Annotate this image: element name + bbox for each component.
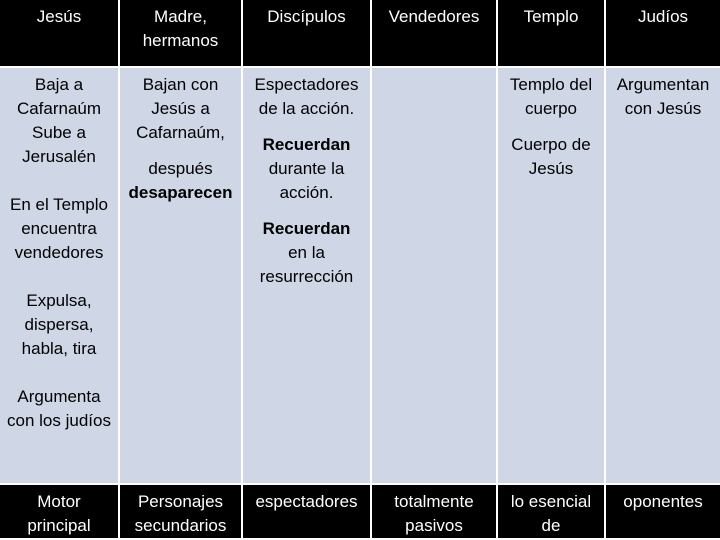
templo-text-1: Templo del cuerpo [509, 75, 593, 118]
discipulos-text-1: Espectadores de la acción. [254, 75, 359, 118]
discipulos-text-3: en la resurrección [259, 243, 354, 286]
cell-vendedores [372, 68, 498, 485]
madre-text-2: después [148, 159, 213, 178]
header-templo: Templo [498, 0, 606, 68]
templo-text-2: Cuerpo de Jesús [511, 135, 591, 178]
jesus-text-1: Baja a Cafarnaúm Sube a Jerusalén [16, 75, 102, 166]
footer-vendedores: totalmente pasivos [372, 485, 498, 540]
footer-madre-hermanos: Personajes secundarios [120, 485, 243, 540]
jesus-text-4: Argumenta con los judíos [7, 387, 111, 430]
cell-judios [606, 68, 720, 485]
header-jesus: Jesús [0, 0, 120, 68]
discipulos-text-2-bold: Recuerdan [262, 135, 351, 154]
header-judios: Judíos [606, 0, 720, 68]
footer-discipulos: espectadores [243, 485, 372, 540]
madre-text-2-bold: desaparecen [128, 183, 233, 202]
cell-madre-hermanos [120, 68, 243, 485]
footer-judios: oponentes [606, 485, 720, 540]
cell-discipulos [243, 68, 372, 485]
header-discipulos: Discípulos [243, 0, 372, 68]
discipulos-text-2: durante la acción. [268, 159, 345, 202]
cell-templo [498, 68, 606, 485]
header-vendedores: Vendedores [372, 0, 498, 68]
jesus-text-3: Expulsa, dispersa, habla, tira [21, 291, 97, 358]
discipulos-text-3-bold: Recuerdan [262, 219, 351, 238]
madre-text-1: Bajan con Jesús a Cafarnaúm, [136, 75, 225, 142]
header-madre-hermanos: Madre, hermanos [120, 0, 243, 68]
judios-text-1: Argumentan con Jesús [616, 75, 710, 118]
jesus-text-2: En el Templo encuentra vendedores [10, 195, 108, 262]
cell-jesus [0, 68, 120, 485]
footer-jesus: Motor principal [0, 485, 120, 540]
footer-templo: lo esencial de [498, 485, 606, 540]
